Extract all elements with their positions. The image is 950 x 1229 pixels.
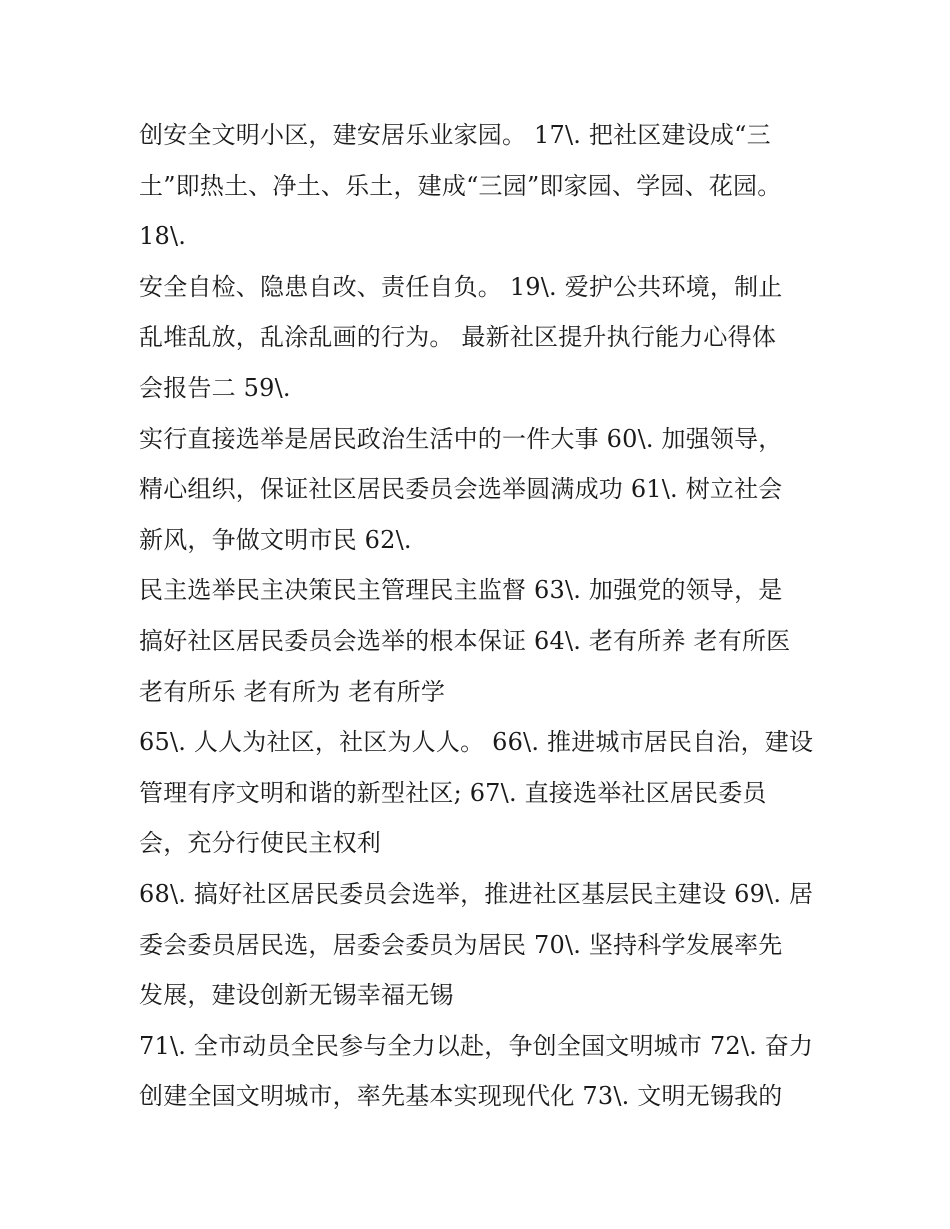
text-line: 18\. (139, 222, 187, 251)
text-line: 管理有序文明和谐的新型社区; 67\. 直接选举社区居民委员 (139, 778, 767, 807)
text-line: 实行直接选举是居民政治生活中的一件大事 60\. 加强领导， (139, 424, 783, 453)
text-line: 民主选举民主决策民主管理民主监督 63\. 加强党的领导，是 (139, 576, 783, 605)
text-line: 新风，争做文明市民 62\. (139, 525, 412, 554)
text-line: 65\. 人人为社区，社区为人人。 66\. 推进城市居民自治，建设 (139, 728, 814, 757)
text-line: 71\. 全市动员全民参与全力以赴，争创全国文明城市 72\. 奋力 (139, 1031, 814, 1060)
text-line: 发展，建设创新无锡幸福无锡 (139, 981, 454, 1010)
text-line: 安全自检、隐患自改、责任自负。 19\. 爱护公共环境，制止 (139, 272, 783, 301)
text-line: 土”即热土、净土、乐土，建成“三园”即家园、学园、花园。 (139, 171, 782, 200)
text-line: 搞好社区居民委员会选举的根本保证 64\. 老有所养 老有所医 (139, 626, 791, 655)
text-line: 创安全文明小区，建安居乐业家园。 17\. 把社区建设成“三 (139, 121, 771, 149)
text-line: 委会委员居民选，居委会委员为居民 70\. 坚持科学发展率先 (139, 930, 783, 959)
text-line: 会报告二 59\. (139, 373, 291, 402)
text-line: 创建全国文明城市，率先基本实现现代化 73\. 文明无锡我的 (139, 1082, 783, 1111)
text-line: 68\. 搞好社区居民委员会选举，推进社区基层民主建设 69\. 居 (139, 879, 814, 908)
text-line: 乱堆乱放，乱涂乱画的行为。 最新社区提升执行能力心得体 (139, 323, 777, 352)
document-text-body (139, 110, 829, 1122)
text-line: 老有所乐 老有所为 老有所学 (139, 677, 446, 706)
text-line: 精心组织，保证社区居民委员会选举圆满成功 61\. 树立社会 (139, 475, 783, 504)
text-line: 会，充分行使民主权利 (139, 829, 381, 858)
